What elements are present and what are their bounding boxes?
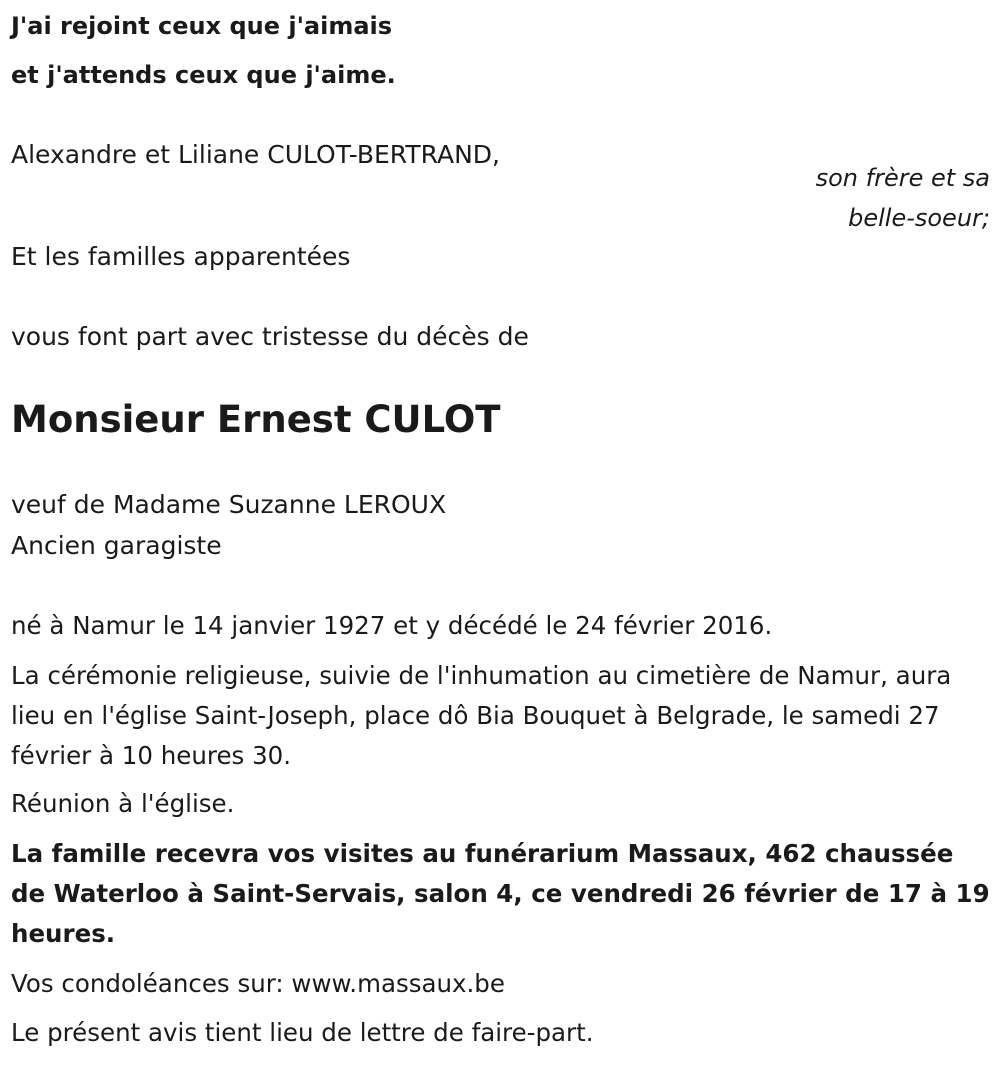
epigraph-line-2: et j'attends ceux que j'aime. (11, 61, 396, 89)
epigraph-line-1: J'ai rejoint ceux que j'aimais (11, 12, 393, 40)
ceremony-paragraph: La cérémonie religieuse, suivie de l'inhumation au cimetière de Namur, aura lieu en l'église Saint-Joseph, place dô Bia Bouquet à Belgrade, le samedi 27 février à 10 heures 30. (11, 661, 952, 770)
announcement-text: vous font part avec tristesse du décès de (11, 322, 529, 351)
family-relation-line-1: son frère et sa (815, 164, 990, 192)
birth-death-line: né à Namur le 14 janvier 1927 et y décédé le 24 février 2016. (11, 611, 773, 640)
family-member: Alexandre et Liliane CULOT-BERTRAND, (11, 140, 500, 169)
family-relation-line-2: belle-soeur; (848, 204, 990, 232)
occupation-line: Ancien garagiste (11, 531, 222, 560)
deceased-name: Monsieur Ernest CULOT (11, 398, 501, 441)
meeting-line: Réunion à l'église. (11, 789, 235, 818)
condolences-line: Vos condoléances sur: www.massaux.be (11, 969, 505, 998)
visits-paragraph: La famille recevra vos visites au funérarium Massaux, 462 chaussée de Waterloo à Saint-Servais, salon 4, ce vendredi 26 février de 17 à 19 heures. (11, 839, 990, 948)
notice-line: Le présent avis tient lieu de lettre de faire-part. (11, 1018, 594, 1047)
spouse-line: veuf de Madame Suzanne LEROUX (11, 490, 447, 519)
related-families: Et les familles apparentées (11, 242, 351, 271)
